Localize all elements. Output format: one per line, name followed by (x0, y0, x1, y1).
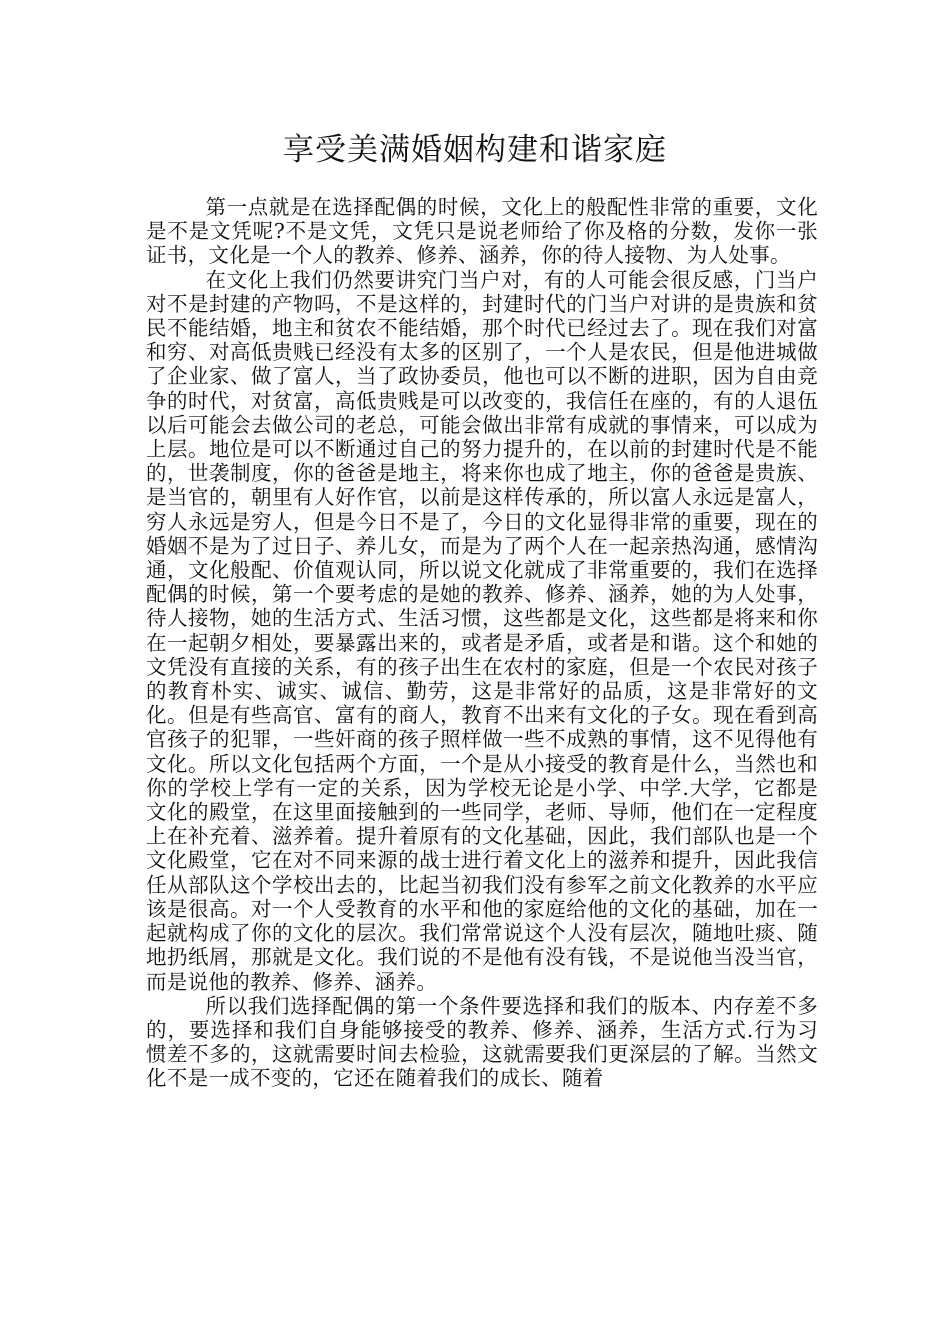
paragraph-3: 所以我们选择配偶的第一个条件要选择和我们的版本、内存差不多的，要选择和我们自身能够接受的教养、修养、涵养，生活方式.行为习惯差不多的，这就需要时间去检验，这就需要我们更深层的了解。当然文化不是一成不变的，它还在随着我们的成长、随着 (146, 993, 818, 1091)
paragraph-1: 第一点就是在选择配偶的时候，文化上的般配性非常的重要，文化是不是文凭呢?不是文凭，文凭只是说老师给了你及格的分数，发你一张证书，文化是一个人的教养、修养、涵养，你的待人接物、为人处事。 (146, 195, 818, 268)
document-body (146, 195, 818, 1091)
paragraph-2: 在文化上我们仍然要讲究门当户对，有的人可能会很反感，门当户对不是封建的产物吗，不是这样的，封建时代的门当户对讲的是贵族和贫民不能结婚，地主和贫农不能结婚，那个时代已经过去了。现在我们对富和穷、对高低贵贱已经没有太多的区别了，一个人是农民，但是他进城做了企业家、做了富人，当了政协委员，他也可以不断的进职，因为自由竞争的时代，对贫富，高低贵贱是可以改变的，我信任在座的，有的人退伍以后可能会去做公司的老总，可能会做出非常有成就的事情来，可以成为上层。地位是可以不断通过自己的努力提升的，在以前的封建时代是不能的，世袭制度，你的爸爸是地主，将来你也成了地主，你的爸爸是贵族、是当官的，朝里有人好作官，以前是这样传承的，所以富人永远是富人，穷人永远是穷人，但是今日不是了，今日的文化显得非常的重要，现在的婚姻不是为了过日子、养儿女，而是为了两个人在一起亲热沟通，感情沟通，文化般配、价值观认同，所以说文化就成了非常重要的，我们在选择配偶的时候，第一个要考虑的是她的教养、修养、涵养，她的为人处事，待人接物，她的生活方式、生活习惯，这些都是文化，这些都是将来和你在一起朝夕相处，要暴露出来的，或者是矛盾，或者是和谐。这个和她的文凭没有直接的关系，有的孩子出生在农村的家庭，但是一个农民对孩子的教育朴实、诚实、诚信、勤劳，这是非常好的品质，这是非常好的文化。但是有些高官、富有的商人，教育不出来有文化的子女。现在看到高官孩子的犯罪，一些奸商的孩子照样做一些不成熟的事情，这不见得他有文化。所以文化包括两个方面，一个是从小接受的教育是什么，当然也和你的学校上学有一定的关系，因为学校无论是小学、中学.大学，它都是文化的殿堂，在这里面接触到的一些同学，老师、导师，他们在一定程度上在补充着、滋养着。提升着原有的文化基础，因此，我们部队也是一个文化殿堂，它在对不同来源的战士进行着文化上的滋养和提升，因此我信任从部队这个学校出去的，比起当初我们没有参军之前文化教养的水平应该是很高。对一个人受教育的水平和他的家庭给他的文化的基础，加在一起就构成了你的文化的层次。我们常常说这个人没有层次，随地吐痰、随地扔纸屑，那就是文化。我们说的不是他有没有钱，不是说他当没当官，而是说他的教养、修养、涵养。 (146, 267, 818, 994)
document-title: 享受美满婚姻构建和谐家庭 (283, 132, 667, 168)
